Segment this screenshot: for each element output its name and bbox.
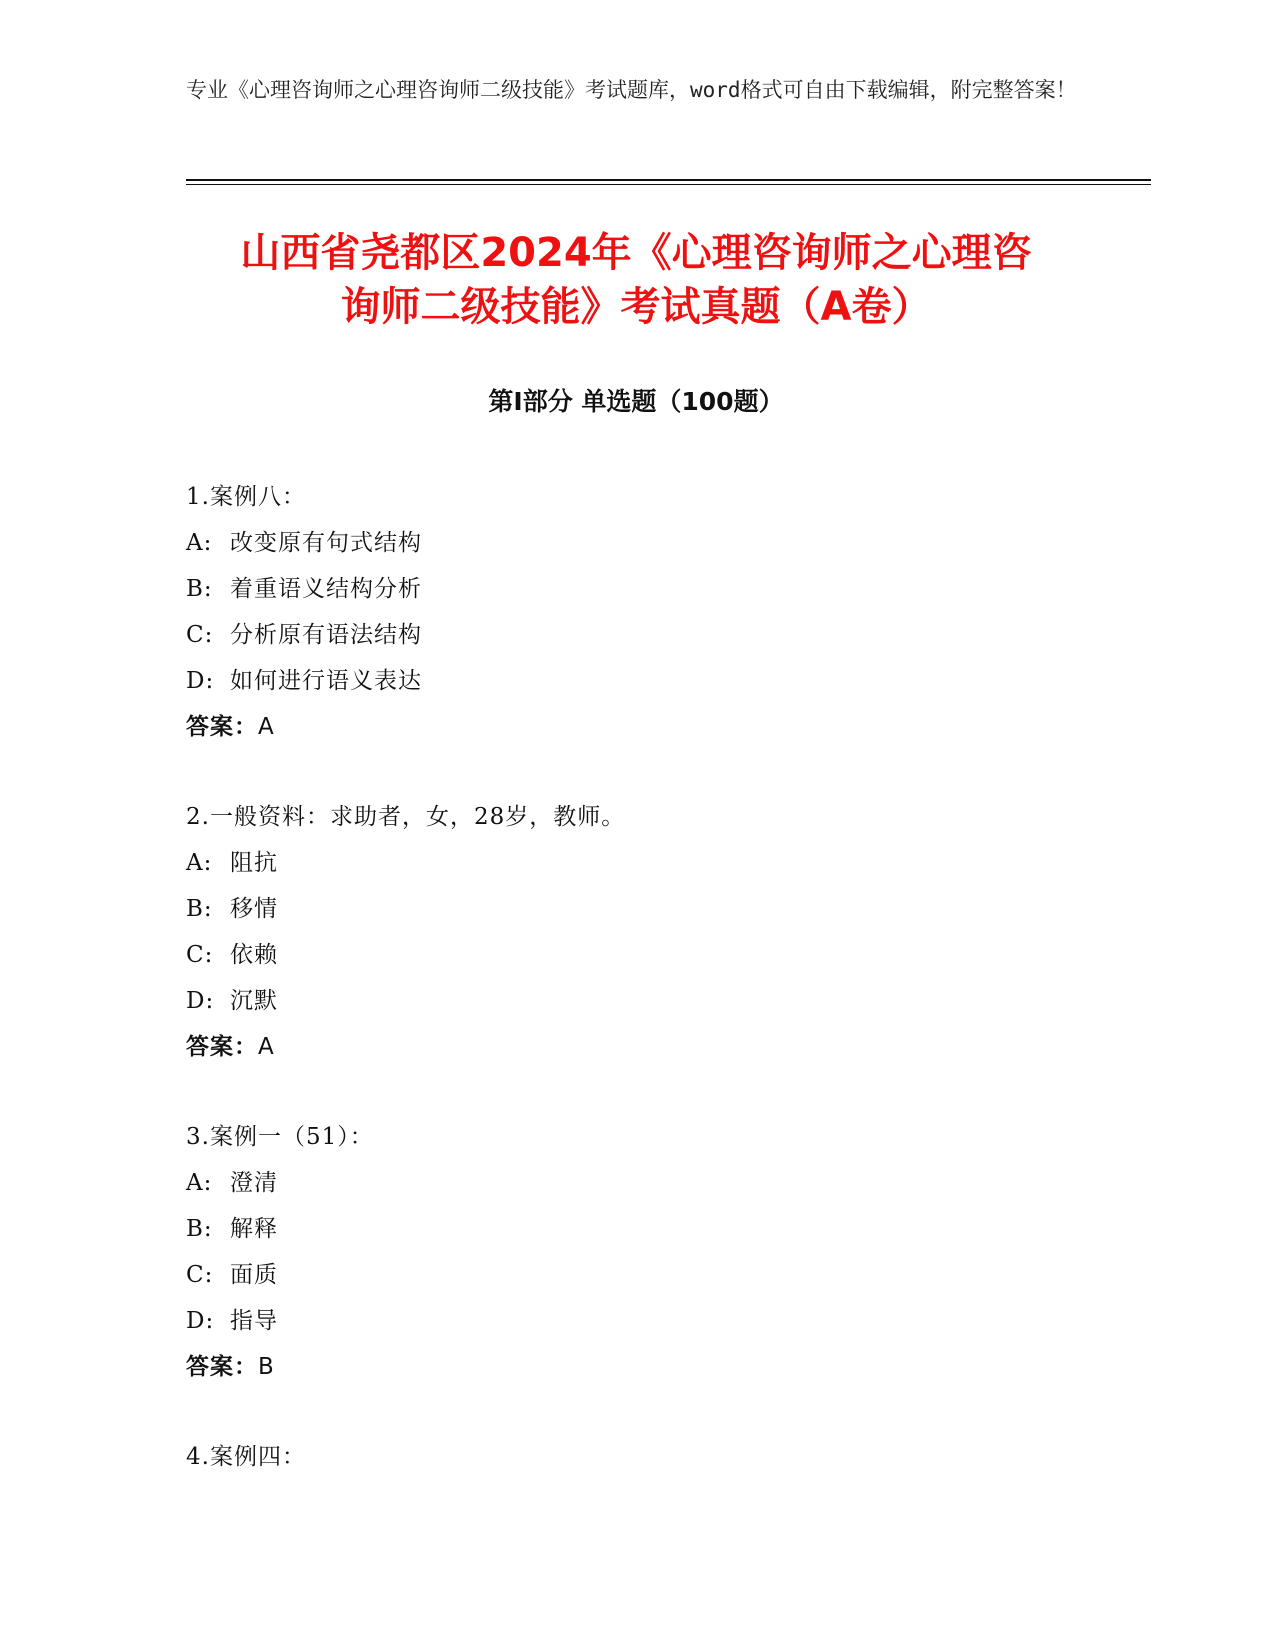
- option-d: [186, 1298, 1086, 1344]
- question-2: [186, 794, 1086, 1070]
- document-title-line-2: 询师二级技能》考试真题（A卷）: [340, 284, 932, 330]
- option-text: 着重语义结构分析: [230, 576, 422, 602]
- option-letter: C:: [186, 942, 214, 968]
- option-letter: A:: [186, 530, 213, 556]
- answer-label: 答案：: [186, 714, 258, 740]
- header-note: 专业《心理咨询师之心理咨询师二级技能》考试题库，word格式可自由下载编辑，附完整答案！: [186, 78, 1077, 102]
- option-a: [186, 840, 1086, 886]
- option-text: 面质: [230, 1262, 278, 1288]
- option-letter: D:: [186, 668, 215, 694]
- answer-line: [186, 1344, 1086, 1390]
- option-d: [186, 978, 1086, 1024]
- answer-line: [186, 1024, 1086, 1070]
- option-c: [186, 612, 1086, 658]
- answer-label: 答案：: [186, 1354, 258, 1380]
- option-text: 分析原有语法结构: [230, 622, 422, 648]
- question-stem: 4.案例四：: [186, 1444, 306, 1470]
- section-title: 第Ⅰ部分 单选题（100题）: [488, 387, 784, 416]
- option-text: 如何进行语义表达: [230, 668, 422, 694]
- header-divider-thick: [186, 179, 1151, 181]
- option-text: 指导: [230, 1308, 278, 1334]
- option-c: [186, 932, 1086, 978]
- option-text: 依赖: [230, 942, 278, 968]
- answer-value: A: [258, 1034, 275, 1060]
- option-d: [186, 658, 1086, 704]
- question-4: [186, 1434, 1086, 1480]
- option-letter: B:: [186, 896, 213, 922]
- option-letter: D:: [186, 1308, 215, 1334]
- answer-value: A: [258, 714, 275, 740]
- document-title-line-1: 山西省尧都区2024年《心理咨询师之心理咨: [240, 230, 1032, 276]
- option-text: 澄清: [230, 1170, 278, 1196]
- question-stem: 3.案例一（51）：: [186, 1124, 374, 1150]
- option-letter: A:: [186, 1170, 213, 1196]
- option-b: [186, 886, 1086, 932]
- option-c: [186, 1252, 1086, 1298]
- option-b: [186, 1206, 1086, 1252]
- option-text: 阻抗: [230, 850, 278, 876]
- option-a: [186, 520, 1086, 566]
- option-text: 沉默: [230, 988, 278, 1014]
- question-stem: 2.一般资料：求助者，女，28岁，教师。: [186, 804, 626, 830]
- question-3: [186, 1114, 1086, 1390]
- option-letter: A:: [186, 850, 213, 876]
- option-letter: C:: [186, 622, 214, 648]
- option-letter: C:: [186, 1262, 214, 1288]
- answer-value: B: [258, 1354, 275, 1380]
- question-stem: 1.案例八：: [186, 484, 306, 510]
- document-title: [186, 226, 1086, 334]
- option-letter: B:: [186, 1216, 213, 1242]
- option-text: 改变原有句式结构: [230, 530, 422, 556]
- option-letter: B:: [186, 576, 213, 602]
- answer-label: 答案：: [186, 1034, 258, 1060]
- option-letter: D:: [186, 988, 215, 1014]
- option-text: 移情: [230, 896, 278, 922]
- option-b: [186, 566, 1086, 612]
- header-divider-thin: [186, 184, 1151, 185]
- question-1: [186, 474, 1086, 750]
- question-list: [186, 474, 1086, 1524]
- answer-line: [186, 704, 1086, 750]
- option-a: [186, 1160, 1086, 1206]
- option-text: 解释: [230, 1216, 278, 1242]
